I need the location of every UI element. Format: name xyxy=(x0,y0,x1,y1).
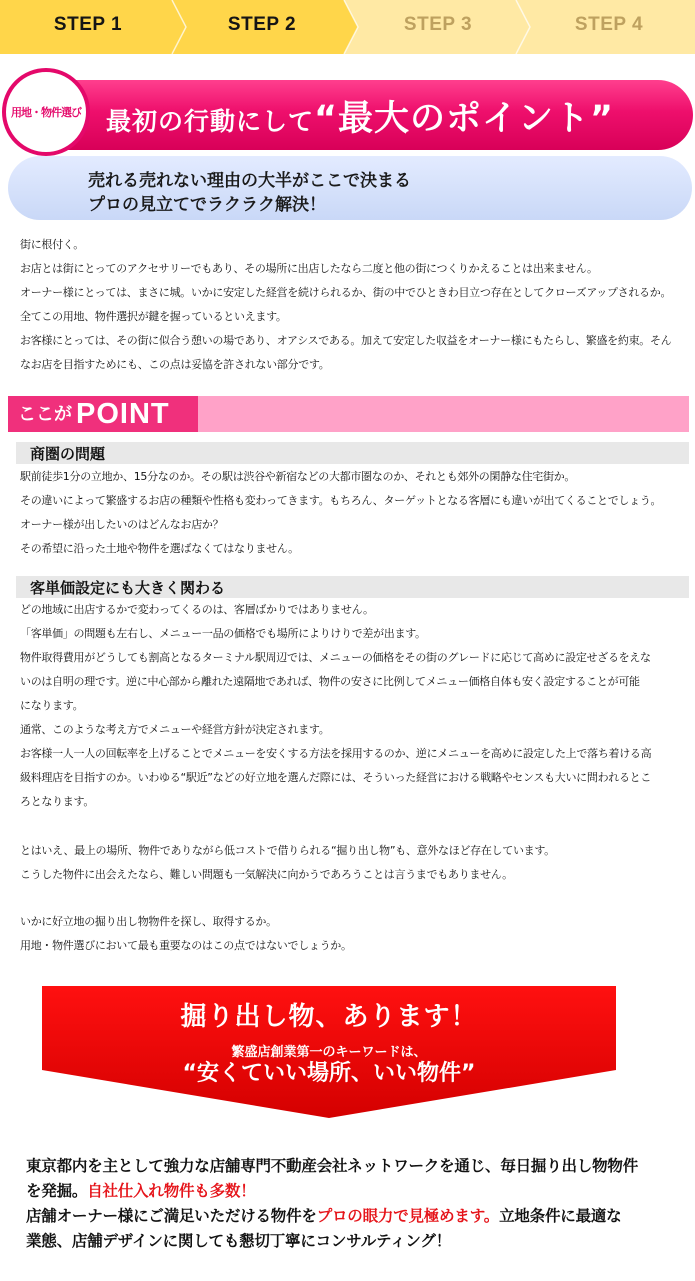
banner-keyword: “安くていい場所、いい物件” xyxy=(182,1061,476,1086)
section-line: いのは自明の理です。逆に中心部から離れた遠隔地であれば、物件の安さに比例してメニュー価格自体も安く設定することが可能 xyxy=(20,675,640,688)
banner-headline: 掘り出し物、あります！ xyxy=(180,1002,478,1032)
section-heading-text: 商圏の問題 xyxy=(30,445,106,463)
closing-line-2 xyxy=(26,1179,686,1204)
section-line: 物件取得費用がどうしても割高となるターミナル駅周辺では、メニューの価格をその街のグレードに応じて高めに設定せざるをえな xyxy=(20,651,651,664)
step-2-label[interactable]: STEP 2 xyxy=(227,14,297,35)
section-body xyxy=(20,465,684,561)
paragraph-line: いかに好立地の掘り出し物物件を探し、取得するか。 xyxy=(20,915,277,928)
section-heading xyxy=(12,576,689,598)
category-badge xyxy=(2,68,90,156)
section-line: どの地域に出店するかで変わってくるのは、客層ばかりではありません。 xyxy=(20,603,374,616)
step-4-label[interactable]: STEP 4 xyxy=(574,14,644,35)
highlight-own-stock: 自社仕入れ物件も多数！ xyxy=(87,1182,256,1200)
title-prefix: 最初の行動にして xyxy=(106,107,315,136)
section-line: 駅前徒歩1分の立地か、15分なのか。その駅は渋谷や新宿などの大都市圏なのか、それとも郊外の閑静な住宅街か。 xyxy=(20,470,576,483)
step-3-label[interactable]: STEP 3 xyxy=(403,14,473,35)
closing-line-4: 業態、店舗デザインに関しても懇切丁寧にコンサルティング！ xyxy=(26,1232,451,1250)
subtitle-line-1: 売れる売れない理由の大半がここで決まる xyxy=(88,171,411,191)
step-navigation xyxy=(0,0,695,54)
badge-label: 用地・物件選び xyxy=(11,106,81,119)
paragraph-bargain xyxy=(20,839,684,887)
section-body xyxy=(20,598,684,814)
closing-line-3 xyxy=(26,1204,686,1229)
intro-line: お客様にとっては、その街に似合う憩いの場であり、オアシスである。加えて安定した収益をオーナー様にもたらし、繁盛を約束。そん xyxy=(20,334,672,347)
section-line: その希望に沿った土地や物件を選ばなくてはなりません。 xyxy=(20,542,299,555)
closing-line-1: 東京都内を主として強力な店舗専門不動産会社ネットワークを通じ、毎日掘り出し物物件 xyxy=(26,1157,639,1175)
closing-text xyxy=(26,1154,686,1254)
highlight-pro-eye: プロの眼力で見極めます。 xyxy=(316,1207,500,1225)
title-emphasis: “最大のポイント” xyxy=(314,99,615,139)
section-line: になります。 xyxy=(20,699,84,712)
paragraph-line: とはいえ、最上の場所、物件でありながら低コストで借りられる“掘り出し物”も、意外なほど存在しています。 xyxy=(20,844,555,857)
intro-paragraph xyxy=(20,233,684,377)
section-line: お客様一人一人の回転率を上げることでメニューを安くする方法を採用するのか、逆にメニューを高めに設定した上で落ち着ける高 xyxy=(20,747,652,760)
closing-text-span: 店舗オーナー様にご満足いただける物件を xyxy=(26,1207,317,1225)
section-line: 級料理店を目指すのか。いわゆる“駅近”などの好立地を選んだ際には、そういった経営における戦略やセンスも大いに問われるとこ xyxy=(20,771,652,784)
point-label xyxy=(8,396,198,432)
section-line: 通常、このような考え方でメニューや経営方針が決定されます。 xyxy=(20,723,330,736)
closing-text-span: を発掘。 xyxy=(26,1182,88,1200)
intro-line: なお店を目指すためにも、この点は妥協を許されない部分です。 xyxy=(20,358,330,371)
section-heading xyxy=(12,442,689,464)
paragraph-line: こうした物件に出会えたなら、難しい問題も一気解決に向かうであろうことは言うまでもありません。 xyxy=(20,868,513,881)
point-prefix: ここが xyxy=(18,404,72,425)
subtitle-line-2: プロの見立てでラクラク解決！ xyxy=(88,195,326,215)
intro-line: オーナー様にとっては、まさに城。いかに安定した経営を続けられるか、街の中でひときわ目立つ存在としてクローズアップされるか。 xyxy=(20,286,672,299)
page-title xyxy=(106,91,614,141)
section-line: ろとなります。 xyxy=(20,795,95,808)
point-word: POINT xyxy=(76,398,170,430)
closing-text-span: 立地条件に最適な xyxy=(499,1207,622,1225)
section-heading-text: 客単価設定にも大きく関わる xyxy=(30,579,226,597)
intro-line: 全てこの用地、物件選択が鍵を握っているといえます。 xyxy=(20,310,287,323)
section-line: オーナー様が出したいのはどんなお店か？ xyxy=(20,518,224,531)
banner-subtitle: 繁盛店創業第一のキーワードは、 xyxy=(231,1045,427,1060)
step-1-label[interactable]: STEP 1 xyxy=(53,14,123,35)
section-line: その違いによって繁盛するお店の種類や性格も変わってきます。もちろん、ターゲットとなる客層にも違いが出てくることでしょう。 xyxy=(20,494,662,507)
intro-line: 街に根付く。 xyxy=(20,238,84,251)
section-line: 「客単価」の問題も左右し、メニュー一品の価格でも場所によりけりで差が出ます。 xyxy=(20,627,426,640)
paragraph-line: 用地・物件選びにおいて最も重要なのはこの点ではないでしょうか。 xyxy=(20,939,352,952)
paragraph-key-question xyxy=(20,910,684,958)
intro-line: お店とは街にとってのアクセサリーでもあり、その場所に出店したなら二度と他の街につくりかえることは出来ません。 xyxy=(20,262,598,275)
